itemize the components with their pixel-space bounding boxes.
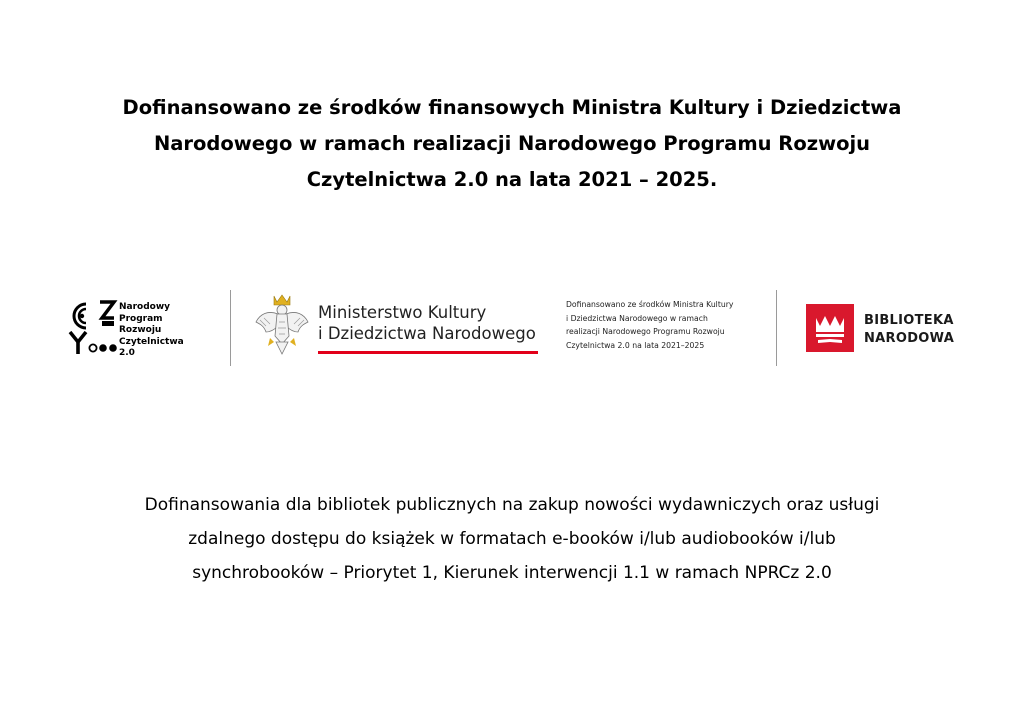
- nprcz-line: Program: [119, 313, 163, 324]
- bn-wordmark: [864, 312, 954, 348]
- funding-note-line: Dofinansowano ze środków Ministra Kultury: [566, 300, 734, 309]
- nprcz-line: Czytelnictwa: [119, 336, 184, 347]
- description-line-1: Dofinansowania dla bibliotek publicznych na zakup nowości wydawniczych oraz usługi: [144, 495, 880, 515]
- logo-strip: [0, 282, 1024, 372]
- heading-line-1: Dofinansowano ze środków finansowych Ministra Kultury i Dziedzictwa: [122, 96, 902, 119]
- bn-line: BIBLIOTEKA: [864, 313, 954, 328]
- nprcz-line: Narodowy: [119, 302, 171, 312]
- logo-divider: [776, 290, 777, 366]
- page-heading: [62, 90, 962, 198]
- heading-line-2: Narodowego w ramach realizacji Narodowego Programu Rozwoju: [153, 132, 871, 155]
- nprcz-line: 2.0: [119, 348, 135, 358]
- nprcz-logo: [66, 298, 216, 358]
- crown-icon: [806, 304, 854, 352]
- mkidn-accent-line: [318, 351, 538, 354]
- biblioteka-narodowa-logo: [806, 304, 976, 354]
- program-description: [40, 488, 984, 590]
- funding-note-line: realizacji Narodowego Programu Rozwoju: [566, 327, 725, 336]
- bn-line: NARODOWA: [864, 331, 955, 346]
- funding-note-line: i Dziedzictwa Narodowego w ramach: [566, 313, 708, 323]
- description-line-2: zdalnego dostępu do książek w formatach e-booków i/lub audiobooków i/lub: [188, 529, 836, 549]
- heading-line-3: Czytelnictwa 2.0 na lata 2021 – 2025.: [306, 168, 718, 191]
- nprcz-line: Rozwoju: [119, 325, 162, 335]
- mkidn-wordmark: [318, 302, 536, 344]
- eagle-emblem-icon: [254, 292, 310, 362]
- funding-note-line: Czytelnictwa 2.0 na lata 2021–2025: [566, 340, 705, 350]
- mkidn-line: i Dziedzictwa Narodowego: [318, 324, 536, 343]
- nprcz-mark-icon: [66, 298, 118, 356]
- logo-divider: [230, 290, 231, 366]
- mkidn-line: Ministerstwo Kultury: [318, 303, 487, 322]
- bn-emblem: [806, 304, 854, 352]
- mkidn-logo: [254, 292, 544, 362]
- nprcz-wordmark: [119, 302, 184, 360]
- description-line-3: synchrobooków – Priorytet 1, Kierunek interwencji 1.1 w ramach NPRCz 2.0: [192, 563, 832, 583]
- funding-note: [566, 298, 766, 352]
